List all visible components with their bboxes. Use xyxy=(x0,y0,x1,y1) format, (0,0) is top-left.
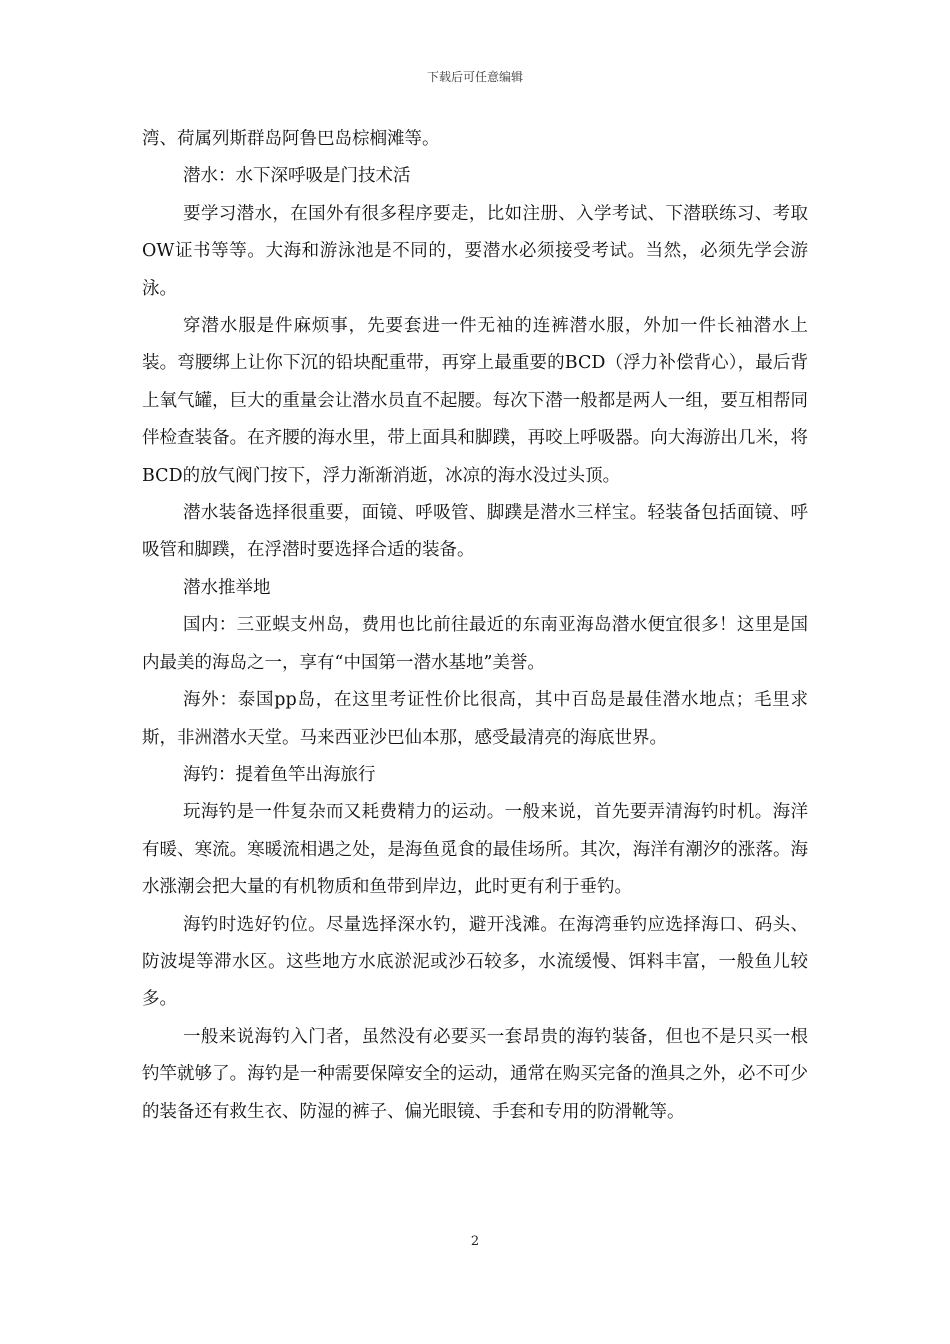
paragraph-overseas-site: 海外：泰国pp岛，在这里考证性价比很高，其中百岛是最佳潜水地点；毛里求斯，非洲潜水天堂。马来西亚沙巴仙本那，感受最清亮的海底世界。 xyxy=(142,690,808,748)
section-heading-sea-fishing: 海钓：提着鱼竿出海旅行 xyxy=(183,764,376,785)
paragraph-domestic-site: 国内：三亚蜈支州岛，费用也比前往最近的东南亚海岛潜水便宜很多！这里是国内最美的海岛之一，享有“中国第一潜水基地”美誉。 xyxy=(142,615,808,673)
paragraph-wetsuit: 穿潜水服是件麻烦事，先要套进一件无袖的连裤潜水服，外加一件长袖潜水上装。弯腰绑上让你下沉的铅块配重带，再穿上最重要的BCD（浮力补偿背心），最后背上氧气罐，巨大的重量会让潜水员直不起腰。每次下潜一般都是两人一组，要互相帮同伴检查装备。在齐腰的海水里，带上面具和脚蹼，再咬上呼吸器。向大海游出几米，将BCD的放气阀门按下，浮力渐渐消逝，冰凉的海水没过头顶。 xyxy=(142,316,808,486)
section-heading-diving: 潜水：水下深呼吸是门技术活 xyxy=(183,166,411,187)
paragraph-fishing-timing: 玩海钓是一件复杂而又耗费精力的运动。一般来说，首先要弄清海钓时机。海洋有暖、寒流。寒暖流相遇之处，是海鱼觅食的最佳场所。其次，海洋有潮汐的涨落。海水涨潮会把大量的有机物质和鱼带到岸边，此时更有利于垂钓。 xyxy=(142,802,808,898)
page-number: 2 xyxy=(470,1234,480,1249)
paragraph-fishing-gear: 一般来说海钓入门者，虽然没有必要买一套昂贵的海钓装备，但也不是只买一根钓竿就够了。海钓是一种需要保障安全的运动，通常在购买完备的渔具之外，必不可少的装备还有救生衣、防湿的裤子、偏光眼镜、手套和专用的防滑靴等。 xyxy=(142,1026,808,1122)
document-body xyxy=(142,121,808,1131)
section-heading-recommended-sites: 潜水推举地 xyxy=(183,577,271,598)
paragraph-continuation: 湾、荷属列斯群岛阿鲁巴岛棕榈滩等。 xyxy=(142,129,440,149)
paragraph-learning-diving: 要学习潜水，在国外有很多程序要走，比如注册、入学考试、下潜联练习、考取OW证书等等。大海和游泳池是不同的，要潜水必须接受考试。当然，必须先学会游泳。 xyxy=(142,203,808,299)
paragraph-fishing-spot: 海钓时选好钓位。尽量选择深水钓，避开浅滩。在海湾垂钓应选择海口、码头、防波堤等滞水区。这些地方水底淤泥或沙石较多，水流缓慢、饵料丰富，一般鱼儿较多。 xyxy=(142,914,808,1010)
page-header: 下载后可任意编辑 xyxy=(426,70,523,84)
paragraph-equipment: 潜水装备选择很重要，面镜、呼吸管、脚蹼是潜水三样宝。轻装备包括面镜、呼吸管和脚蹼，在浮潜时要选择合适的装备。 xyxy=(142,503,808,561)
